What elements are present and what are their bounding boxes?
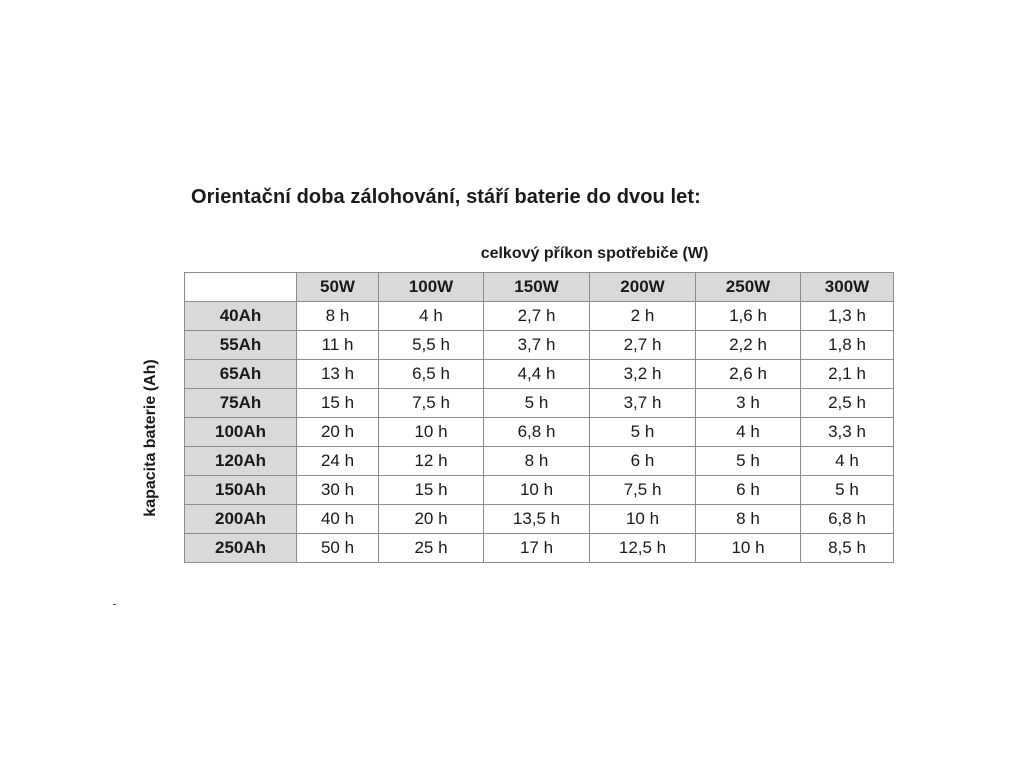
table-cell: 4 h [696, 418, 801, 447]
row-header: 200Ah [185, 505, 297, 534]
table-cell: 10 h [379, 418, 484, 447]
header-row [185, 273, 894, 302]
table-row [185, 302, 894, 331]
column-header: 250W [696, 273, 801, 302]
table-cell: 11 h [297, 331, 379, 360]
backup-time-table [184, 272, 894, 563]
table-cell: 2,7 h [590, 331, 696, 360]
table-cell: 8 h [484, 447, 590, 476]
stray-mark [113, 604, 116, 605]
row-header: 250Ah [185, 534, 297, 563]
table-row [185, 418, 894, 447]
table-cell: 2,1 h [801, 360, 894, 389]
table-cell: 2 h [590, 302, 696, 331]
column-header: 100W [379, 273, 484, 302]
table-cell: 4,4 h [484, 360, 590, 389]
table-cell: 2,5 h [801, 389, 894, 418]
table-cell: 7,5 h [379, 389, 484, 418]
row-header: 75Ah [185, 389, 297, 418]
table-cell: 1,8 h [801, 331, 894, 360]
table-cell: 3,7 h [484, 331, 590, 360]
table-cell: 8 h [696, 505, 801, 534]
table-cell: 6,8 h [801, 505, 894, 534]
table-cell: 6,8 h [484, 418, 590, 447]
table-cell: 6,5 h [379, 360, 484, 389]
table-cell: 6 h [696, 476, 801, 505]
table-cell: 12,5 h [590, 534, 696, 563]
table-row [185, 505, 894, 534]
table-cell: 10 h [590, 505, 696, 534]
table-cell: 20 h [379, 505, 484, 534]
table-cell: 40 h [297, 505, 379, 534]
table-cell: 13 h [297, 360, 379, 389]
table-cell: 3,7 h [590, 389, 696, 418]
table-cell: 12 h [379, 447, 484, 476]
corner-cell [185, 273, 297, 302]
row-header: 40Ah [185, 302, 297, 331]
table-row [185, 331, 894, 360]
table-cell: 3 h [696, 389, 801, 418]
table-row [185, 534, 894, 563]
table-cell: 24 h [297, 447, 379, 476]
table-cell: 8 h [297, 302, 379, 331]
column-header: 150W [484, 273, 590, 302]
table-cell: 10 h [696, 534, 801, 563]
column-header: 300W [801, 273, 894, 302]
page-title: Orientační doba zálohování, stáří baterie do dvou let: [191, 186, 701, 208]
table-cell: 17 h [484, 534, 590, 563]
table-cell: 6 h [590, 447, 696, 476]
table-cell: 25 h [379, 534, 484, 563]
column-header: 200W [590, 273, 696, 302]
table-cell: 1,3 h [801, 302, 894, 331]
column-axis-caption: celkový příkon spotřebiče (W) [480, 245, 709, 262]
table-cell: 5 h [484, 389, 590, 418]
table-row [185, 476, 894, 505]
table-cell: 50 h [297, 534, 379, 563]
table-row [185, 447, 894, 476]
table-row [185, 389, 894, 418]
table-cell: 2,7 h [484, 302, 590, 331]
table-cell: 2,2 h [696, 331, 801, 360]
table-cell: 4 h [379, 302, 484, 331]
table-cell: 3,2 h [590, 360, 696, 389]
table-cell: 1,6 h [696, 302, 801, 331]
table-cell: 3,3 h [801, 418, 894, 447]
table-row [185, 360, 894, 389]
table-cell: 5 h [696, 447, 801, 476]
table-cell: 2,6 h [696, 360, 801, 389]
row-axis-caption: kapacita baterie (Ah) [142, 359, 159, 517]
row-header: 55Ah [185, 331, 297, 360]
table-cell: 5,5 h [379, 331, 484, 360]
table-cell: 8,5 h [801, 534, 894, 563]
table-cell: 30 h [297, 476, 379, 505]
table-cell: 5 h [590, 418, 696, 447]
row-header: 65Ah [185, 360, 297, 389]
table-cell: 13,5 h [484, 505, 590, 534]
table-cell: 4 h [801, 447, 894, 476]
row-header: 150Ah [185, 476, 297, 505]
table-cell: 15 h [297, 389, 379, 418]
row-header: 120Ah [185, 447, 297, 476]
table-cell: 7,5 h [590, 476, 696, 505]
table-cell: 5 h [801, 476, 894, 505]
table-cell: 15 h [379, 476, 484, 505]
table-cell: 10 h [484, 476, 590, 505]
table-cell: 20 h [297, 418, 379, 447]
column-header: 50W [297, 273, 379, 302]
row-header: 100Ah [185, 418, 297, 447]
